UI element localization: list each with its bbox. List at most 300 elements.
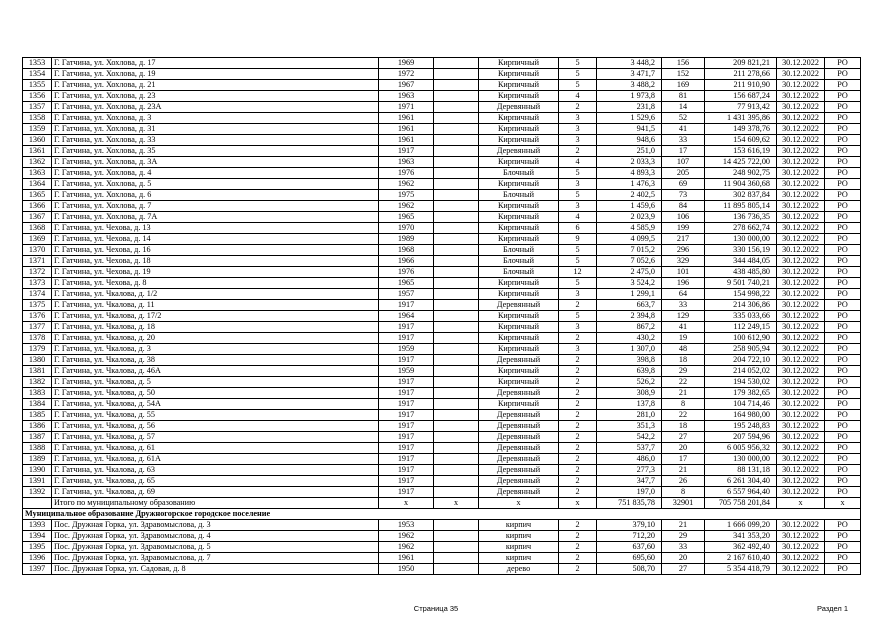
year-built-cell: 1917 [379, 443, 434, 454]
area-cell: 1 529,6 [597, 113, 662, 124]
row-number-cell: 1380 [23, 355, 52, 366]
date-cell: 30.12.2022 [777, 102, 825, 113]
cost-cell: 11 895 805,14 [705, 201, 777, 212]
table-row [23, 564, 861, 575]
floors-cell: 2 [559, 553, 597, 564]
cost-cell: 344 484,05 [705, 256, 777, 267]
area-cell: 430,2 [597, 333, 662, 344]
table-row [23, 234, 861, 245]
address-cell: Г. Гатчина, ул. Хохлова, д. 6 [52, 190, 379, 201]
residents-cell: 22 [662, 377, 705, 388]
year-built-cell: 1957 [379, 289, 434, 300]
program-cell: РО [825, 377, 861, 388]
row-number-cell: 1373 [23, 278, 52, 289]
blank-cell [434, 366, 479, 377]
floors-cell: 9 [559, 234, 597, 245]
table-row [23, 179, 861, 190]
program-cell: РО [825, 201, 861, 212]
blank-cell [434, 553, 479, 564]
year-built-cell: 1972 [379, 69, 434, 80]
blank-total-cell: х [434, 498, 479, 509]
date-cell: 30.12.2022 [777, 487, 825, 498]
year-built-cell: 1953 [379, 520, 434, 531]
address-cell: Г. Гатчина, ул. Хохлова, д. 23А [52, 102, 379, 113]
row-number-cell: 1391 [23, 476, 52, 487]
blank-cell [434, 432, 479, 443]
cost-cell: 248 902,75 [705, 168, 777, 179]
address-cell: Г. Гатчина, ул. Хохлова, д. 35 [52, 146, 379, 157]
year-built-cell: 1971 [379, 102, 434, 113]
area-total-cell: 751 835,78 [597, 498, 662, 509]
year-built-cell: 1917 [379, 322, 434, 333]
area-cell: 2 394,8 [597, 311, 662, 322]
blank-cell [434, 212, 479, 223]
floors-cell: 5 [559, 69, 597, 80]
date-cell: 30.12.2022 [777, 256, 825, 267]
date-cell: 30.12.2022 [777, 91, 825, 102]
cost-cell: 136 736,35 [705, 212, 777, 223]
wall-material-cell: Деревянный [479, 300, 559, 311]
program-cell: РО [825, 399, 861, 410]
program-cell: РО [825, 531, 861, 542]
table-row [23, 69, 861, 80]
year-built-cell: 1917 [379, 333, 434, 344]
address-cell: Пос. Дружная Горка, ул. Здравомыслова, д. 5 [52, 542, 379, 553]
table-row [23, 476, 861, 487]
blank-cell [434, 454, 479, 465]
date-cell: 30.12.2022 [777, 278, 825, 289]
program-cell: РО [825, 344, 861, 355]
floors-cell: 3 [559, 124, 597, 135]
cost-cell: 335 033,66 [705, 311, 777, 322]
table-row [23, 223, 861, 234]
blank-cell [434, 223, 479, 234]
area-cell: 4 585,9 [597, 223, 662, 234]
program-cell: РО [825, 421, 861, 432]
address-cell: Г. Гатчина, ул. Чехова, д. 8 [52, 278, 379, 289]
residents-cell: 29 [662, 531, 705, 542]
wall-material-cell: кирпич [479, 520, 559, 531]
row-number-cell: 1385 [23, 410, 52, 421]
cost-cell: 6 005 956,32 [705, 443, 777, 454]
address-cell: Г. Гатчина, ул. Чкалова, д. 69 [52, 487, 379, 498]
address-total-cell: Итого по муниципальному образованию [52, 498, 379, 509]
table-row [23, 256, 861, 267]
cost-cell: 278 662,74 [705, 223, 777, 234]
residents-cell: 48 [662, 344, 705, 355]
residents-cell: 21 [662, 388, 705, 399]
residents-cell: 329 [662, 256, 705, 267]
address-cell: Г. Гатчина, ул. Хохлова, д. 19 [52, 69, 379, 80]
row-number-cell: 1392 [23, 487, 52, 498]
floors-cell: 5 [559, 168, 597, 179]
floors-cell: 6 [559, 223, 597, 234]
floors-cell: 3 [559, 135, 597, 146]
area-cell: 1 476,3 [597, 179, 662, 190]
address-cell: Г. Гатчина, ул. Хохлова, д. 3 [52, 113, 379, 124]
year-built-cell: 1968 [379, 245, 434, 256]
program-cell: РО [825, 454, 861, 465]
residents-cell: 52 [662, 113, 705, 124]
floors-cell: 4 [559, 212, 597, 223]
area-cell: 2 402,5 [597, 190, 662, 201]
total-row [23, 498, 861, 509]
table-row [23, 553, 861, 564]
floors-cell: 2 [559, 399, 597, 410]
floors-cell: 2 [559, 300, 597, 311]
blank-cell [434, 135, 479, 146]
year-built-cell: 1964 [379, 311, 434, 322]
table-row [23, 278, 861, 289]
date-cell: 30.12.2022 [777, 223, 825, 234]
table-row [23, 157, 861, 168]
year-built-cell: 1917 [379, 465, 434, 476]
wall-material-cell: Кирпичный [479, 223, 559, 234]
row-number-cell: 1353 [23, 58, 52, 69]
cost-cell: 302 837,84 [705, 190, 777, 201]
row-number-cell: 1374 [23, 289, 52, 300]
floors-cell: 3 [559, 289, 597, 300]
area-cell: 941,5 [597, 124, 662, 135]
program-cell: РО [825, 520, 861, 531]
blank-cell [434, 80, 479, 91]
area-cell: 7 015,2 [597, 245, 662, 256]
date-cell: 30.12.2022 [777, 564, 825, 575]
program-cell: РО [825, 179, 861, 190]
blank-cell [434, 245, 479, 256]
blank-cell [434, 465, 479, 476]
address-cell: Г. Гатчина, ул. Чехова, д. 19 [52, 267, 379, 278]
residents-cell: 33 [662, 135, 705, 146]
year-built-cell: 1963 [379, 91, 434, 102]
area-cell: 4 099,5 [597, 234, 662, 245]
area-cell: 1 299,1 [597, 289, 662, 300]
floors-cell: 2 [559, 432, 597, 443]
cost-cell: 164 980,00 [705, 410, 777, 421]
floors-cell: 2 [559, 487, 597, 498]
wall-material-cell: кирпич [479, 553, 559, 564]
table-row [23, 432, 861, 443]
wall-material-cell: Блочный [479, 267, 559, 278]
address-cell: Г. Гатчина, ул. Чкалова, д. 54А [52, 399, 379, 410]
date-cell: 30.12.2022 [777, 410, 825, 421]
wall-material-cell: Кирпичный [479, 311, 559, 322]
blank-cell [434, 256, 479, 267]
year-built-cell: 1917 [379, 399, 434, 410]
program-cell: РО [825, 102, 861, 113]
cost-cell: 88 131,18 [705, 465, 777, 476]
row-number-cell: 1394 [23, 531, 52, 542]
residents-cell: 84 [662, 201, 705, 212]
area-cell: 695,60 [597, 553, 662, 564]
area-cell: 3 471,7 [597, 69, 662, 80]
cost-cell: 195 248,83 [705, 421, 777, 432]
area-cell: 1 973,8 [597, 91, 662, 102]
address-cell: Г. Гатчина, ул. Чкалова, д. 11 [52, 300, 379, 311]
year-built-cell: 1989 [379, 234, 434, 245]
program-cell: РО [825, 267, 861, 278]
table-row [23, 58, 861, 69]
wall-material-cell: Кирпичный [479, 289, 559, 300]
row-number-cell: 1359 [23, 124, 52, 135]
blank-cell [434, 58, 479, 69]
program-total-cell: х [825, 498, 861, 509]
residents-cell: 8 [662, 399, 705, 410]
date-cell: 30.12.2022 [777, 476, 825, 487]
floors-cell: 2 [559, 465, 597, 476]
year-built-cell: 1962 [379, 542, 434, 553]
residents-cell: 106 [662, 212, 705, 223]
row-number-cell: 1387 [23, 432, 52, 443]
floors-cell: 5 [559, 80, 597, 91]
row-number-cell: 1396 [23, 553, 52, 564]
blank-cell [434, 520, 479, 531]
blank-cell [434, 311, 479, 322]
area-cell: 486,0 [597, 454, 662, 465]
blank-cell [434, 388, 479, 399]
table-row [23, 344, 861, 355]
year-built-cell: 1917 [379, 421, 434, 432]
table-row [23, 388, 861, 399]
area-cell: 277,3 [597, 465, 662, 476]
year-built-cell: 1917 [379, 388, 434, 399]
wall-material-cell: Деревянный [479, 388, 559, 399]
program-cell: РО [825, 487, 861, 498]
address-cell: Г. Гатчина, ул. Хохлова, д. 7 [52, 201, 379, 212]
cost-cell: 211 910,90 [705, 80, 777, 91]
year-built-cell: 1917 [379, 410, 434, 421]
program-cell: РО [825, 80, 861, 91]
row-number-cell: 1378 [23, 333, 52, 344]
row-number-cell: 1375 [23, 300, 52, 311]
cost-cell: 100 612,90 [705, 333, 777, 344]
blank-cell [434, 531, 479, 542]
blank-cell [434, 234, 479, 245]
residents-cell: 73 [662, 190, 705, 201]
blank-cell [434, 542, 479, 553]
blank-cell [434, 443, 479, 454]
wall-material-cell: Кирпичный [479, 135, 559, 146]
residents-cell: 18 [662, 421, 705, 432]
table-row [23, 399, 861, 410]
floors-cell: 2 [559, 564, 597, 575]
floors-cell: 5 [559, 190, 597, 201]
floors-total-cell: х [559, 498, 597, 509]
blank-cell [434, 113, 479, 124]
residents-cell: 41 [662, 124, 705, 135]
blank-cell [434, 300, 479, 311]
year-built-cell: 1969 [379, 58, 434, 69]
row-number-cell: 1371 [23, 256, 52, 267]
year-built-cell: 1961 [379, 135, 434, 146]
area-cell: 379,10 [597, 520, 662, 531]
floors-cell: 2 [559, 377, 597, 388]
address-cell: Г. Гатчина, ул. Чкалова, д. 5 [52, 377, 379, 388]
row-number-cell: 1384 [23, 399, 52, 410]
year-built-cell: 1959 [379, 344, 434, 355]
table-row [23, 410, 861, 421]
address-cell: Г. Гатчина, ул. Хохлова, д. 3А [52, 157, 379, 168]
date-cell: 30.12.2022 [777, 190, 825, 201]
wall-material-cell: Деревянный [479, 454, 559, 465]
residents-cell: 20 [662, 443, 705, 454]
address-cell: Г. Гатчина, ул. Чкалова, д. 56 [52, 421, 379, 432]
address-cell: Г. Гатчина, ул. Чехова, д. 14 [52, 234, 379, 245]
year-built-cell: 1950 [379, 564, 434, 575]
year-built-cell: 1917 [379, 377, 434, 388]
wall-material-cell: Блочный [479, 168, 559, 179]
cost-cell: 77 913,42 [705, 102, 777, 113]
date-cell: 30.12.2022 [777, 443, 825, 454]
program-cell: РО [825, 542, 861, 553]
floors-cell: 3 [559, 179, 597, 190]
cost-cell: 194 530,02 [705, 377, 777, 388]
row-number-cell: 1377 [23, 322, 52, 333]
floors-cell: 2 [559, 542, 597, 553]
address-cell: Г. Гатчина, ул. Чкалова, д. 17/2 [52, 311, 379, 322]
address-cell: Г. Гатчина, ул. Чкалова, д. 61 [52, 443, 379, 454]
program-cell: РО [825, 476, 861, 487]
program-cell: РО [825, 245, 861, 256]
residents-cell: 101 [662, 267, 705, 278]
program-cell: РО [825, 564, 861, 575]
wall-material-cell: Кирпичный [479, 157, 559, 168]
residents-cell: 19 [662, 333, 705, 344]
floors-cell: 2 [559, 443, 597, 454]
address-cell: Г. Гатчина, ул. Чкалова, д. 61А [52, 454, 379, 465]
blank-cell [434, 487, 479, 498]
wall-material-cell: Блочный [479, 190, 559, 201]
area-cell: 2 475,0 [597, 267, 662, 278]
address-cell: Пос. Дружная Горка, ул. Здравомыслова, д. 3 [52, 520, 379, 531]
date-cell: 30.12.2022 [777, 289, 825, 300]
table-row [23, 333, 861, 344]
wall-material-cell: Кирпичный [479, 234, 559, 245]
year-built-cell: 1976 [379, 267, 434, 278]
cost-cell: 204 722,10 [705, 355, 777, 366]
table-row [23, 91, 861, 102]
floors-cell: 5 [559, 245, 597, 256]
address-cell: Пос. Дружная Горка, ул. Здравомыслова, д. 4 [52, 531, 379, 542]
program-cell: РО [825, 256, 861, 267]
area-cell: 712,20 [597, 531, 662, 542]
date-cell: 30.12.2022 [777, 366, 825, 377]
date-cell: 30.12.2022 [777, 333, 825, 344]
blank-cell [434, 322, 479, 333]
residents-cell: 69 [662, 179, 705, 190]
program-cell: РО [825, 69, 861, 80]
program-cell: РО [825, 58, 861, 69]
year-built-cell: 1917 [379, 300, 434, 311]
residents-cell: 21 [662, 465, 705, 476]
wall-material-cell: Деревянный [479, 410, 559, 421]
program-cell: РО [825, 553, 861, 564]
date-cell: 30.12.2022 [777, 179, 825, 190]
residents-cell: 26 [662, 476, 705, 487]
cost-cell: 14 425 722,00 [705, 157, 777, 168]
area-cell: 2 033,3 [597, 157, 662, 168]
program-cell: РО [825, 223, 861, 234]
cost-cell: 341 353,20 [705, 531, 777, 542]
area-cell: 351,3 [597, 421, 662, 432]
table-row [23, 267, 861, 278]
year-built-cell: 1959 [379, 366, 434, 377]
floors-cell: 2 [559, 421, 597, 432]
date-cell: 30.12.2022 [777, 168, 825, 179]
cost-total-cell: 705 758 201,84 [705, 498, 777, 509]
address-cell: Г. Гатчина, ул. Хохлова, д. 17 [52, 58, 379, 69]
cost-cell: 156 687,24 [705, 91, 777, 102]
area-cell: 508,70 [597, 564, 662, 575]
row-number-total-cell [23, 498, 52, 509]
program-cell: РО [825, 333, 861, 344]
year-built-cell: 1917 [379, 476, 434, 487]
residents-cell: 156 [662, 58, 705, 69]
residents-cell: 27 [662, 564, 705, 575]
year-built-cell: 1976 [379, 168, 434, 179]
date-cell: 30.12.2022 [777, 157, 825, 168]
residents-cell: 296 [662, 245, 705, 256]
row-number-cell: 1364 [23, 179, 52, 190]
year-built-cell: 1967 [379, 80, 434, 91]
row-number-cell: 1370 [23, 245, 52, 256]
wall-material-cell: Кирпичный [479, 322, 559, 333]
floors-cell: 2 [559, 146, 597, 157]
floors-cell: 5 [559, 58, 597, 69]
program-cell: РО [825, 212, 861, 223]
row-number-cell: 1363 [23, 168, 52, 179]
table-row [23, 168, 861, 179]
address-cell: Г. Гатчина, ул. Чехова, д. 18 [52, 256, 379, 267]
area-cell: 639,8 [597, 366, 662, 377]
area-cell: 2 023,9 [597, 212, 662, 223]
residents-total-cell: 32901 [662, 498, 705, 509]
year-built-cell: 1963 [379, 157, 434, 168]
area-cell: 1 307,0 [597, 344, 662, 355]
cost-cell: 362 492,40 [705, 542, 777, 553]
cost-cell: 1 666 099,20 [705, 520, 777, 531]
row-number-cell: 1389 [23, 454, 52, 465]
blank-cell [434, 201, 479, 212]
floors-cell: 2 [559, 333, 597, 344]
floors-cell: 2 [559, 531, 597, 542]
date-cell: 30.12.2022 [777, 454, 825, 465]
page-number: Страница 35 [413, 604, 459, 613]
blank-cell [434, 355, 479, 366]
address-cell: Г. Гатчина, ул. Чкалова, д. 55 [52, 410, 379, 421]
date-cell: 30.12.2022 [777, 146, 825, 157]
table-row [23, 135, 861, 146]
table-row [23, 190, 861, 201]
program-cell: РО [825, 168, 861, 179]
table-row [23, 245, 861, 256]
program-cell: РО [825, 443, 861, 454]
residents-cell: 17 [662, 454, 705, 465]
residents-cell: 14 [662, 102, 705, 113]
date-cell: 30.12.2022 [777, 344, 825, 355]
wall-material-cell: Деревянный [479, 421, 559, 432]
year-built-cell: 1965 [379, 278, 434, 289]
date-total-cell: х [777, 498, 825, 509]
blank-cell [434, 69, 479, 80]
date-cell: 30.12.2022 [777, 520, 825, 531]
year-built-cell: 1917 [379, 487, 434, 498]
floors-cell: 2 [559, 388, 597, 399]
cost-cell: 130 000,00 [705, 234, 777, 245]
row-number-cell: 1379 [23, 344, 52, 355]
row-number-cell: 1395 [23, 542, 52, 553]
blank-cell [434, 157, 479, 168]
